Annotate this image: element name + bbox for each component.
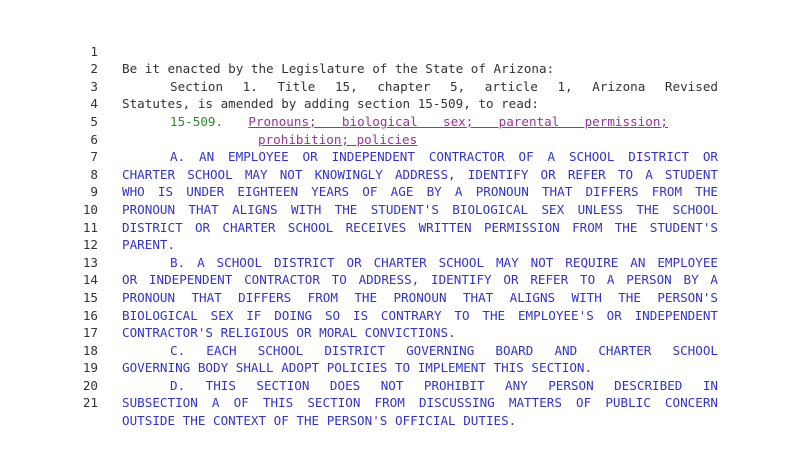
line-number: 1 [90,43,98,59]
line-number: 12 [82,237,98,253]
section-title-continued: prohibition; policies [258,131,418,147]
line-number: 14 [82,272,98,288]
section-title: Pronouns; biological sex; parental permission; [248,113,668,129]
subsection-a-text: CHARTER SCHOOL MAY NOT KNOWINGLY ADDRESS, IDENTIFY OR REFER TO A STUDENT [122,166,718,182]
subsection-a-text: WHO IS UNDER EIGHTEEN YEARS OF AGE BY A PRONOUN THAT DIFFERS FROM THE [122,184,718,200]
line-number: 8 [90,166,98,182]
subsection-b-text: CONTRACTOR'S RELIGIOUS OR MORAL CONVICTIONS. [122,325,456,341]
line-number: 18 [82,342,98,358]
subsection-b-text: BIOLOGICAL SEX IF DOING SO IS CONTRARY TO THE EMPLOYEE'S OR INDEPENDENT [122,307,718,323]
line-number: 10 [82,201,98,217]
line-number: 16 [82,307,98,323]
subsection-b-text: OR INDEPENDENT CONTRACTOR TO ADDRESS, IDENTIFY OR REFER TO A PERSON BY A [122,272,718,288]
subsection-b-text: B. A SCHOOL DISTRICT OR CHARTER SCHOOL MAY NOT REQUIRE AN EMPLOYEE [170,254,718,270]
line-number: 3 [90,78,98,94]
bill-document [0,25,798,429]
section-heading-text: Statutes, is amended by adding section 15-509, to read: [122,96,540,112]
bill-line [0,25,798,77]
enacting-clause: Be it enacted by the Legislature of the State of Arizona: [122,61,555,77]
subsection-d-text: D. THIS SECTION DOES NOT PROHIBIT ANY PERSON DESCRIBED IN [170,377,718,393]
subsection-c-text: GOVERNING BODY SHALL ADOPT POLICIES TO IMPLEMENT THIS SECTION. [122,360,593,376]
line-number: 6 [90,131,98,147]
line-number: 2 [90,61,98,77]
line-number: 20 [82,377,98,393]
line-number: 13 [82,254,98,270]
subsection-a-text: A. AN EMPLOYEE OR INDEPENDENT CONTRACTOR OF A SCHOOL DISTRICT OR [170,149,718,165]
section-heading-text: Section 1. Title 15, chapter 5, article 1, Arizona Revised [170,78,718,94]
subsection-d-text: SUBSECTION A OF THIS SECTION FROM DISCUSSING MATTERS OF PUBLIC CONCERN [122,395,718,411]
subsection-d-text: OUTSIDE THE CONTEXT OF THE PERSON'S OFFICIAL DUTIES. [122,413,517,429]
subsection-a-text: PARENT. [122,237,176,253]
subsection-c-text: C. EACH SCHOOL DISTRICT GOVERNING BOARD AND CHARTER SCHOOL [170,342,718,358]
subsection-a-text: DISTRICT OR CHARTER SCHOOL RECEIVES WRITTEN PERMISSION FROM THE STUDENT'S [122,219,718,235]
section-number: 15-509. [170,113,224,129]
line-number: 5 [90,113,98,129]
line-number: 9 [90,184,98,200]
line-number: 19 [82,360,98,376]
line-number: 11 [82,219,98,235]
line-number: 15 [82,289,98,305]
line-number: 7 [90,149,98,165]
line-number: 21 [82,395,98,411]
line-number: 4 [90,96,98,112]
line-number: 17 [82,325,98,341]
subsection-a-text: PRONOUN THAT ALIGNS WITH THE STUDENT'S BIOLOGICAL SEX UNLESS THE SCHOOL [122,201,718,217]
subsection-b-text: PRONOUN THAT DIFFERS FROM THE PRONOUN THAT ALIGNS WITH THE PERSON'S [122,289,718,305]
